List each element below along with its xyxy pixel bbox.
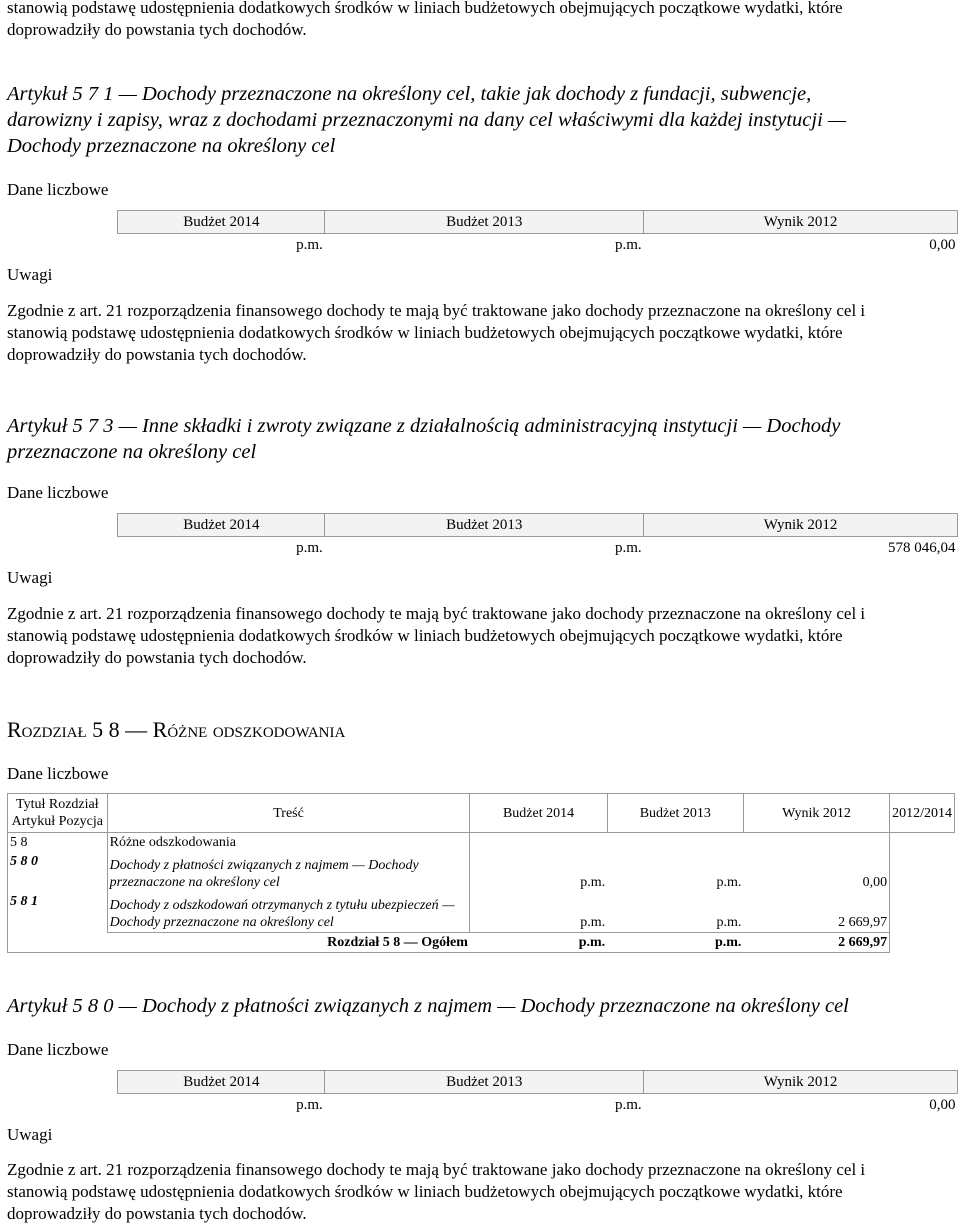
header-budzet-2013: Budżet 2013 xyxy=(325,514,644,537)
header-tytul: Tytuł Rozdział Artykuł Pozycja xyxy=(8,794,108,833)
value-wynik-2012: 0,00 xyxy=(644,234,958,257)
article-571-note: Zgodnie z art. 21 rozporządzenia finansowego dochody te mają być traktowane jako dochody przeznaczone na określony cel i stanowią podstawę udostępnienia dodatkowych środków w liniach budżetowych obejmujących początkowe wydatki, które doprowadziły do powstania tych dochodów. xyxy=(7,301,866,364)
dane-liczbowe-label: Dane liczbowe xyxy=(7,764,109,783)
header-wynik-2012: Wynik 2012 xyxy=(644,211,958,234)
article-573-table xyxy=(7,513,958,559)
header-wynik-2012: Wynik 2012 xyxy=(644,514,958,537)
value-budzet-2014: p.m. xyxy=(118,234,325,257)
value-budzet-2013: p.m. xyxy=(325,234,644,257)
chapter-58-table xyxy=(7,793,955,953)
total-row: Rozdział 5 8 — Ogółem p.m. p.m. 2 669,97 xyxy=(8,932,955,952)
header-wynik-2012: Wynik 2012 xyxy=(743,794,889,833)
header-budzet-2014: Budżet 2014 xyxy=(118,514,325,537)
article-573-note: Zgodnie z art. 21 rozporządzenia finansowego dochody te mają być traktowane jako dochody przeznaczone na określony cel i stanowią podstawę udostępnienia dodatkowych środków w liniach budżetowych obejmujących początkowe wydatki, które doprowadziły do powstania tych dochodów. xyxy=(7,604,866,667)
header-budzet-2014: Budżet 2014 xyxy=(118,211,325,234)
header-budzet-2014: Budżet 2014 xyxy=(470,794,607,833)
article-580-heading: Artykuł 5 8 0 — Dochody z płatności związanych z najmem — Dochody przeznaczone na określony cel xyxy=(7,995,849,1017)
value-budzet-2014: p.m. xyxy=(118,1094,325,1117)
value-wynik-2012: 578 046,04 xyxy=(644,537,958,560)
uwagi-label: Uwagi xyxy=(7,568,53,587)
article-571-heading: Artykuł 5 7 1 — Dochody przeznaczone na określony cel, takie jak dochody z fundacji, subwencje, darowizny i zapisy, wraz z dochodami przeznaczonymi na dany cel właściwymi dla każdej instytucji — Dochody przeznaczone na określony cel xyxy=(7,83,847,157)
value-budzet-2013: p.m. xyxy=(325,537,644,560)
chapter-58-heading: Rozdział 5 8 — Różne odszkodowania xyxy=(7,717,346,742)
article-571-table xyxy=(7,210,958,256)
intro-paragraph: stanowią podstawę udostępnienia dodatkowych środków w liniach budżetowych obejmujących początkowe wydatki, które doprowadziły do powstania tych dochodów. xyxy=(7,0,843,39)
article-580-table xyxy=(7,1070,958,1116)
dane-liczbowe-label: Dane liczbowe xyxy=(7,1040,109,1059)
value-wynik-2012: 0,00 xyxy=(644,1094,958,1117)
value-budzet-2014: p.m. xyxy=(118,537,325,560)
article-580-note: Zgodnie z art. 21 rozporządzenia finansowego dochody te mają być traktowane jako dochody przeznaczone na określony cel i stanowią podstawę udostępnienia dodatkowych środków w liniach budżetowych obejmujących początkowe wydatki, które doprowadziły do powstania tych dochodów. xyxy=(7,1160,866,1223)
header-ratio: 2012/2014 xyxy=(890,794,955,833)
header-budzet-2013: Budżet 2013 xyxy=(325,211,644,234)
table-row: 5 8 0 Dochody z płatności związanych z najmem — Dochody przeznaczone na określony cel p.m. p.m. 0,00 xyxy=(8,852,955,892)
dane-liczbowe-label: Dane liczbowe xyxy=(7,180,109,199)
table-row: 5 8 Różne odszkodowania xyxy=(8,833,955,853)
header-budzet-2013: Budżet 2013 xyxy=(607,794,743,833)
uwagi-label: Uwagi xyxy=(7,1125,53,1144)
header-tresc: Treść xyxy=(107,794,470,833)
header-budzet-2014: Budżet 2014 xyxy=(118,1071,325,1094)
header-wynik-2012: Wynik 2012 xyxy=(644,1071,958,1094)
value-budzet-2013: p.m. xyxy=(325,1094,644,1117)
table-row: 5 8 1 Dochody z odszkodowań otrzymanych z tytułu ubezpieczeń — Dochody przeznaczone na określony cel p.m. p.m. 2 669,97 xyxy=(8,892,955,932)
uwagi-label: Uwagi xyxy=(7,265,53,284)
header-budzet-2013: Budżet 2013 xyxy=(325,1071,644,1094)
article-573-heading: Artykuł 5 7 3 — Inne składki i zwroty związane z działalnością administracyjną instytucji — Dochody przeznaczone na określony cel xyxy=(7,415,841,463)
dane-liczbowe-label: Dane liczbowe xyxy=(7,483,109,502)
